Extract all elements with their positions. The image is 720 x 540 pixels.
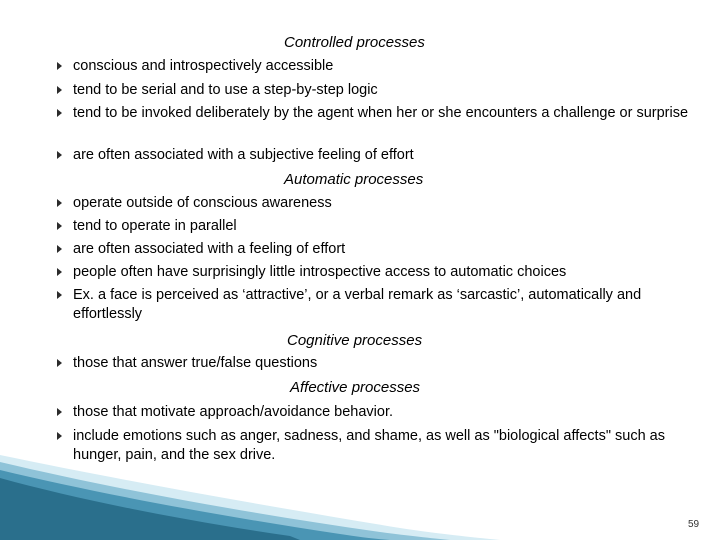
slide-number: 59 bbox=[688, 519, 700, 530]
section-heading-affective: Affective processes bbox=[290, 379, 421, 396]
bullet-arrow-icon bbox=[57, 291, 62, 299]
bullet-arrow-icon bbox=[57, 109, 62, 117]
bullet-arrow-icon bbox=[57, 408, 62, 416]
bullet-arrow-icon bbox=[57, 268, 62, 276]
bullet-text: are often associated with a subjective feeling of effort bbox=[73, 147, 414, 163]
bullet-arrow-icon bbox=[57, 62, 62, 70]
bullet-text: operate outside of conscious awareness bbox=[73, 195, 332, 211]
bullet-text: tend to be invoked deliberately by the agent when her or she encounters a challenge or surprise bbox=[73, 105, 689, 121]
section-heading-cognitive: Cognitive processes bbox=[287, 332, 423, 349]
section-heading-controlled: Controlled processes bbox=[284, 34, 425, 51]
bullet-text: people often have surprisingly little introspective access to automatic choices bbox=[73, 264, 567, 280]
bullet-arrow-icon bbox=[57, 222, 62, 230]
bullet-text: those that answer true/false questions bbox=[73, 355, 318, 371]
bullet-arrow-icon bbox=[57, 432, 62, 440]
bullet-arrow-icon bbox=[57, 359, 62, 367]
bullet-text: those that motivate approach/avoidance behavior. bbox=[73, 404, 394, 420]
bullet-text: include emotions such as anger, sadness, and shame, as well as "biological affects" such as hunger, pain, and the sex drive. bbox=[73, 428, 665, 463]
bullet-text: tend to be serial and to use a step-by-step logic bbox=[73, 82, 378, 98]
bullet-text: tend to operate in parallel bbox=[73, 218, 237, 234]
bullet-text: conscious and introspectively accessible bbox=[73, 58, 334, 74]
bullet-arrow-icon bbox=[57, 199, 62, 207]
bullet-text: Ex. a face is perceived as ‘attractive’, or a verbal remark as ‘sarcastic’, automatically and effortlessly bbox=[73, 287, 642, 322]
bullet-arrow-icon bbox=[57, 245, 62, 253]
bullet-arrow-icon bbox=[57, 151, 62, 159]
section-heading-automatic: Automatic processes bbox=[284, 171, 424, 188]
bullet-text: are often associated with a feeling of effort bbox=[73, 241, 346, 257]
bullet-arrow-icon bbox=[57, 86, 62, 94]
